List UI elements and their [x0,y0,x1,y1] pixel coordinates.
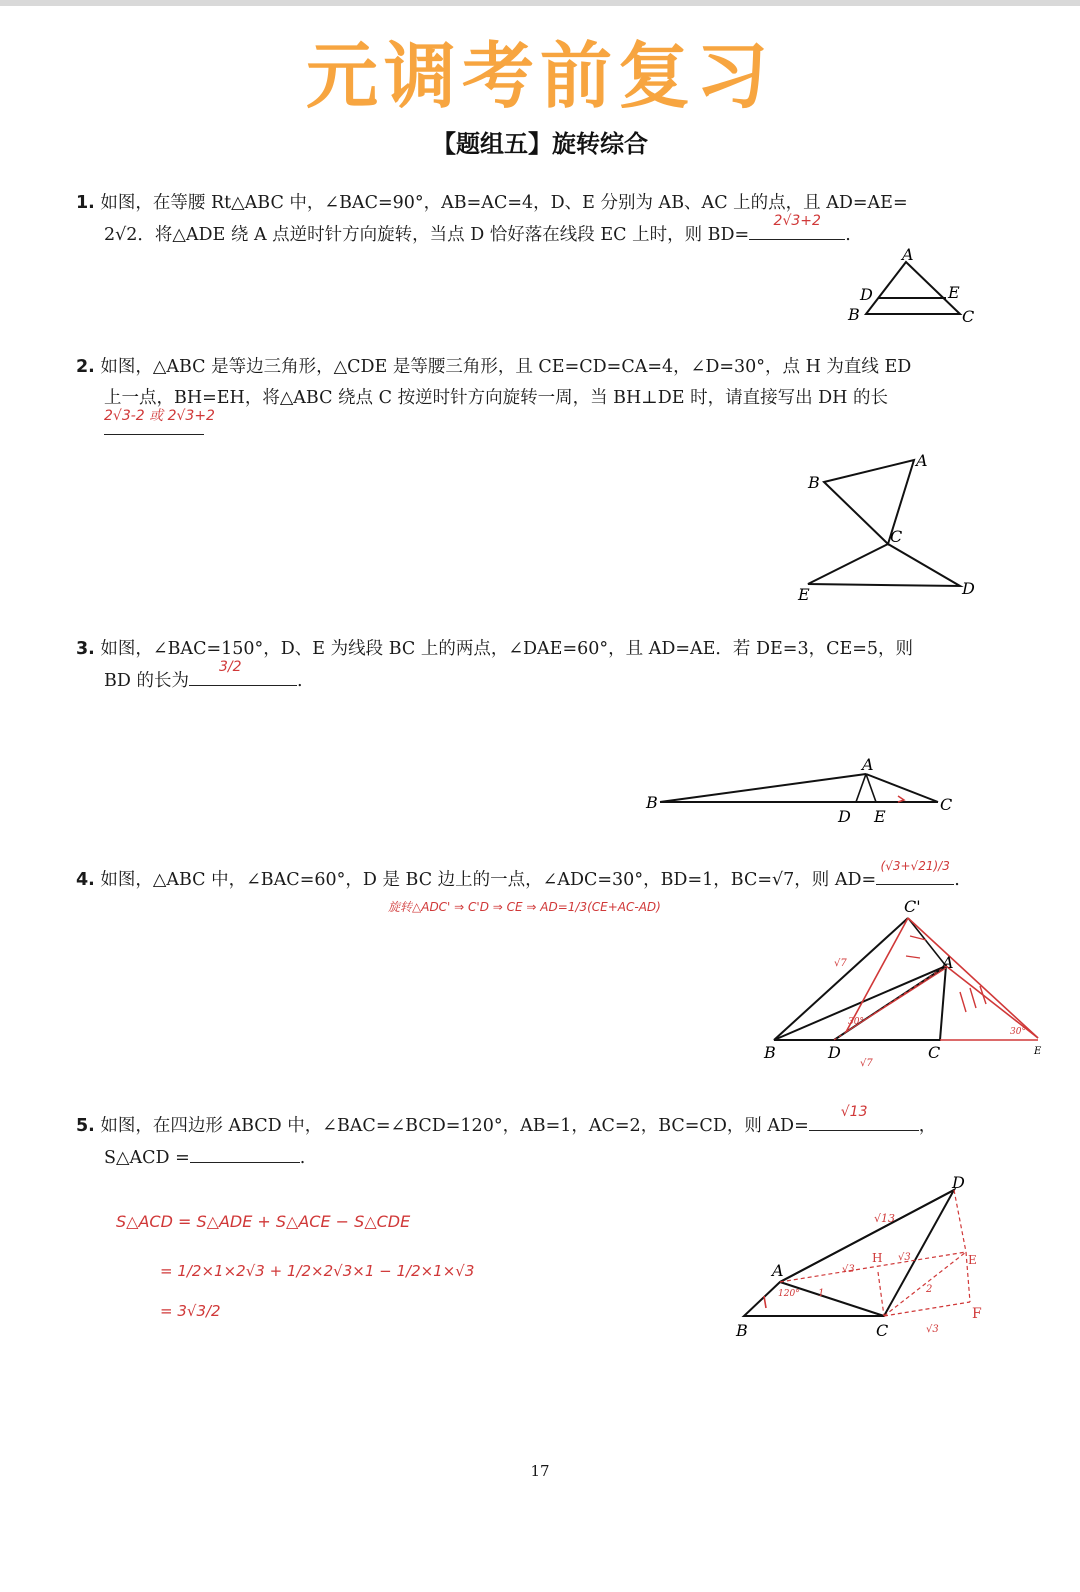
answer-blank [190,1142,300,1163]
handwritten-work-line: = 1/2×1×2√3 + 1/2×2√3×1 − 1/2×1×√3 [160,1262,475,1280]
handwritten-answer: 2√3+2 [773,213,821,229]
label-a: A [902,245,914,264]
label-b: B [808,473,820,492]
answer-blank [876,859,954,885]
label-a: A [862,755,874,774]
handwritten-answer: (√3+√21)/3 [880,859,950,873]
answer-blank [749,213,845,240]
hand-label: √3 [898,1252,911,1263]
question-text: 上一点，BH=EH，将△ABC 绕点 C 按逆时针方向旋转一周，当 BH⊥DE 时，请直接写出 DH 的长 [104,388,888,408]
hand-label: √3 [926,1324,939,1335]
hand-label: 2 [926,1284,933,1295]
handwritten-work-line: S△ACD = S△ADE + S△ACE − S△CDE [116,1212,411,1231]
label-c: C [962,307,975,326]
segment-ac [780,1282,884,1316]
dash-hc [878,1272,884,1316]
label-b: B [848,305,860,324]
label-e: E [968,1253,977,1267]
punctuation: . [954,870,960,890]
answer-blank [809,1104,919,1131]
hand-label: 120° [778,1289,800,1299]
label-c-prime: C' [904,897,921,916]
hand-label: 30° [1010,1027,1026,1037]
label-b: B [736,1321,748,1340]
dash-ce [884,1252,966,1316]
figure-1 [840,244,990,328]
page-number: 17 [530,1462,550,1480]
question-5 [76,1104,991,1174]
answer-blank [104,408,215,435]
punctuation: ， [918,1116,937,1136]
dash-de [954,1190,966,1252]
label-a: A [916,451,928,470]
label-e: E [798,585,810,604]
hand-label: √3 [842,1264,855,1275]
section-subtitle: 【题组五】旋转综合 [432,130,648,158]
hand-label: √7 [834,958,847,969]
handwritten-work-line: = 3√3/2 [160,1302,221,1320]
label-c: C [928,1043,941,1062]
question-text: 如图，∠BAC=150°，D、E 为线段 BC 上的两点，∠DAE=60°，且 AD=AE．若 DE=3，CE=5，则 [100,639,914,659]
punctuation: . [296,671,303,691]
label-d: D [962,579,975,598]
question-text: 如图，在四边形 ABCD 中，∠BAC=∠BCD=120°，AB=1，AC=2，BC=CD，则 AD= [100,1116,809,1136]
figure-3 [640,756,970,830]
label-h: H [872,1251,883,1265]
triangle-abc [866,262,960,314]
top-border [0,0,1080,6]
handwritten-answer: √13 [840,1104,868,1120]
hand-label: 1 [818,1288,825,1299]
question-1 [76,188,991,251]
label-d: D [838,807,851,826]
question-text: 2√2．将△ADE 绕 A 点逆时针方向旋转，当点 D 恰好落在线段 EC 上时，则 BD= [104,225,750,245]
question-text: 如图，△ABC 中，∠BAC=60°，D 是 BC 边上的一点，∠ADC=30°，BD=1，BC=√7，则 AD= [100,870,877,890]
quadrilateral-abcd [744,1190,954,1316]
label-e: E [1034,1046,1042,1057]
figure-4 [760,896,1060,1076]
label-f: F [972,1306,982,1322]
question-number: 2. [76,357,95,377]
label-a: A [942,953,954,972]
label-e: E [948,283,960,302]
question-3 [76,634,991,697]
label-a: A [772,1261,784,1280]
question-text: 如图，△ABC 是等边三角形，△CDE 是等腰三角形，且 CE=CD=CA=4，∠D=30°，点 H 为直线 ED [100,357,912,377]
label-c: C [940,795,953,814]
segment-ab [660,774,866,802]
question-text: S△ACD = [104,1148,190,1168]
segment-bc-prime [774,918,908,1040]
hand-label: √13 [874,1212,896,1225]
label-d: D [828,1043,841,1062]
hand-label: √7 [860,1058,873,1069]
punctuation: . [845,225,851,245]
page-title: 元调考前复习 [305,34,774,118]
label-e: E [874,807,886,826]
hand-mark [764,1296,766,1308]
question-number: 1. [76,193,95,213]
figure-5 [730,1172,1010,1348]
punctuation: . [299,1148,306,1168]
question-number: 4. [76,870,95,890]
hatch-marks [960,986,986,1012]
label-b: B [764,1043,776,1062]
hand-label: 30° [848,1017,864,1027]
question-number: 3. [76,639,95,659]
handwritten-note: 旋转△ADC' ⇒ C'D ⇒ CE ⇒ AD=1/3(CE+AC-AD) [388,900,661,914]
handwritten-answer: 2√3-2 或 2√3+2 [104,408,215,424]
label-b: B [646,793,658,812]
label-d: D [860,285,873,304]
dash-cf [884,1302,970,1316]
figure-2 [800,450,990,608]
tick-marks [906,936,926,958]
segment-c-prime-a [908,918,946,966]
label-d: D [952,1173,965,1192]
triangle-abc [774,966,946,1040]
label-c: C [890,527,903,546]
triangle-cde [808,544,960,586]
question-text: 如图，在等腰 Rt△ABC 中，∠BAC=90°，AB=AC=4，D、E 分别为 AB、AC 上的点，且 AD=AE= [100,193,908,213]
question-2 [76,352,991,446]
label-c: C [876,1321,889,1340]
question-text: BD 的长为 [104,671,189,691]
answer-blank [189,659,297,686]
question-number: 5. [76,1116,95,1136]
segment-ad [856,774,866,802]
question-4 [76,859,991,896]
handwritten-answer: 3/2 [218,659,242,675]
red-line-1 [846,918,908,1032]
